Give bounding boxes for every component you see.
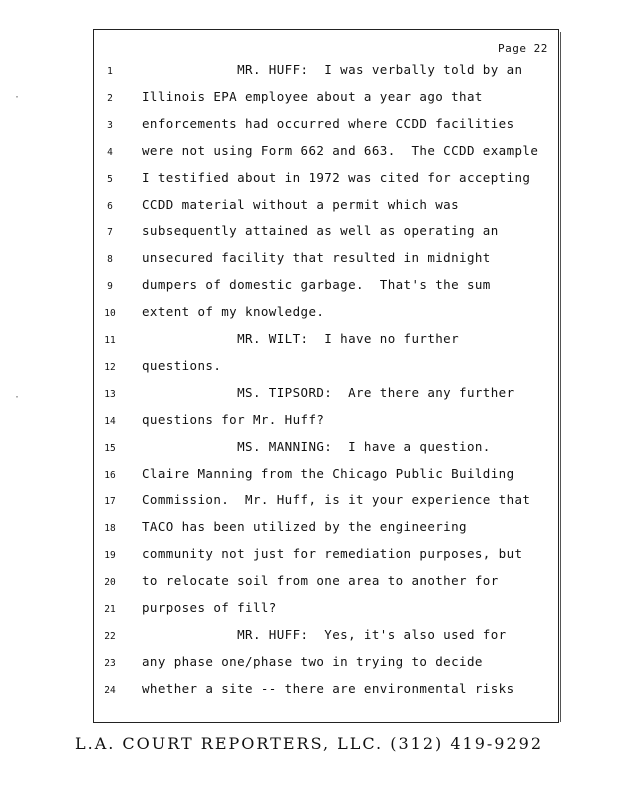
scan-margin-mark: · bbox=[14, 92, 21, 103]
line-number: 9 bbox=[107, 281, 113, 293]
line-number: 24 bbox=[104, 684, 116, 696]
line-text: any phase one/phase two in trying to decide bbox=[142, 653, 483, 669]
line-text: TACO has been utilized by the engineering bbox=[142, 519, 467, 535]
line-number: 17 bbox=[104, 496, 116, 508]
line-number: 12 bbox=[104, 361, 116, 373]
line-text: whether a site -- there are environmental risks bbox=[142, 680, 515, 696]
transcript-line bbox=[100, 654, 555, 674]
line-number: 20 bbox=[104, 577, 116, 589]
line-text: MR. HUFF: I was verbally told by an bbox=[142, 62, 523, 77]
line-number: 16 bbox=[104, 469, 116, 481]
line-text: Illinois EPA employee about a year ago that bbox=[142, 88, 483, 104]
line-number: 8 bbox=[107, 254, 113, 266]
line-text: MS. MANNING: I have a question. bbox=[142, 438, 491, 454]
line-number: 21 bbox=[104, 604, 116, 615]
line-text: questions for Mr. Huff? bbox=[142, 411, 325, 427]
transcript-line bbox=[100, 304, 555, 324]
line-number: 14 bbox=[104, 415, 116, 427]
line-text: MS. TIPSORD: Are there any further bbox=[142, 384, 515, 400]
line-text: MR. WILT: I have no further bbox=[142, 331, 460, 346]
transcript-line bbox=[100, 277, 555, 297]
court-reporter-footer: L.A. COURT REPORTERS, LLC. (312) 419-9292 bbox=[74, 734, 543, 753]
scan-margin-mark: · bbox=[14, 392, 21, 403]
line-number: 18 bbox=[104, 523, 116, 535]
line-number: 4 bbox=[107, 146, 113, 158]
line-text: were not using Form 662 and 663. The CCDD example bbox=[142, 142, 539, 158]
transcript-line bbox=[100, 116, 555, 136]
transcript-line bbox=[100, 519, 555, 539]
line-number: 23 bbox=[104, 657, 116, 669]
line-text: subsequently attained as well as operating an bbox=[142, 223, 499, 239]
line-number: 13 bbox=[104, 388, 116, 400]
line-number: 6 bbox=[107, 200, 113, 212]
transcript-line bbox=[100, 331, 555, 351]
transcript-line bbox=[100, 170, 555, 190]
transcript-line bbox=[100, 681, 555, 701]
transcript-line bbox=[100, 412, 555, 432]
line-number: 22 bbox=[104, 630, 116, 642]
line-number: 1 bbox=[107, 66, 113, 77]
transcript-line bbox=[100, 439, 555, 459]
transcript-line bbox=[100, 546, 555, 566]
line-number: 3 bbox=[107, 119, 113, 131]
line-text: I testified about in 1972 was cited for accepting bbox=[142, 169, 531, 185]
line-number: 2 bbox=[107, 92, 113, 104]
line-text: Commission. Mr. Huff, is it your experience that bbox=[142, 492, 531, 508]
line-number: 11 bbox=[104, 335, 116, 346]
transcript-line bbox=[100, 627, 555, 647]
transcript-line bbox=[100, 466, 555, 486]
line-text: questions. bbox=[142, 357, 222, 373]
line-text: MR. HUFF: Yes, it's also used for bbox=[142, 626, 507, 642]
transcript-line bbox=[100, 197, 555, 217]
line-text: Claire Manning from the Chicago Public Building bbox=[142, 465, 515, 481]
transcript-line bbox=[100, 89, 555, 109]
transcript-line bbox=[100, 358, 555, 378]
line-text: enforcements had occurred where CCDD facilities bbox=[142, 115, 515, 131]
transcript-line bbox=[100, 223, 555, 243]
line-text: CCDD material without a permit which was bbox=[142, 196, 460, 212]
line-number: 19 bbox=[104, 550, 116, 562]
line-number: 7 bbox=[107, 227, 113, 239]
line-number: 10 bbox=[104, 308, 116, 320]
line-text: dumpers of domestic garbage. That's the sum bbox=[142, 277, 491, 293]
transcript-line bbox=[100, 573, 555, 593]
line-text: unsecured facility that resulted in midnight bbox=[142, 250, 491, 266]
transcript-line bbox=[100, 492, 555, 512]
transcript-line bbox=[100, 250, 555, 270]
transcript-line bbox=[100, 600, 555, 620]
line-text: purposes of fill? bbox=[142, 600, 277, 615]
line-number: 5 bbox=[107, 173, 113, 185]
transcript-line bbox=[100, 385, 555, 405]
line-text: community not just for remediation purposes, but bbox=[142, 546, 523, 562]
transcript-line bbox=[100, 143, 555, 163]
line-text: extent of my knowledge. bbox=[142, 304, 325, 320]
line-number: 15 bbox=[104, 442, 116, 454]
transcript-line bbox=[100, 62, 555, 82]
page-number: Page 22 bbox=[498, 42, 548, 55]
line-text: to relocate soil from one area to another for bbox=[142, 573, 499, 589]
